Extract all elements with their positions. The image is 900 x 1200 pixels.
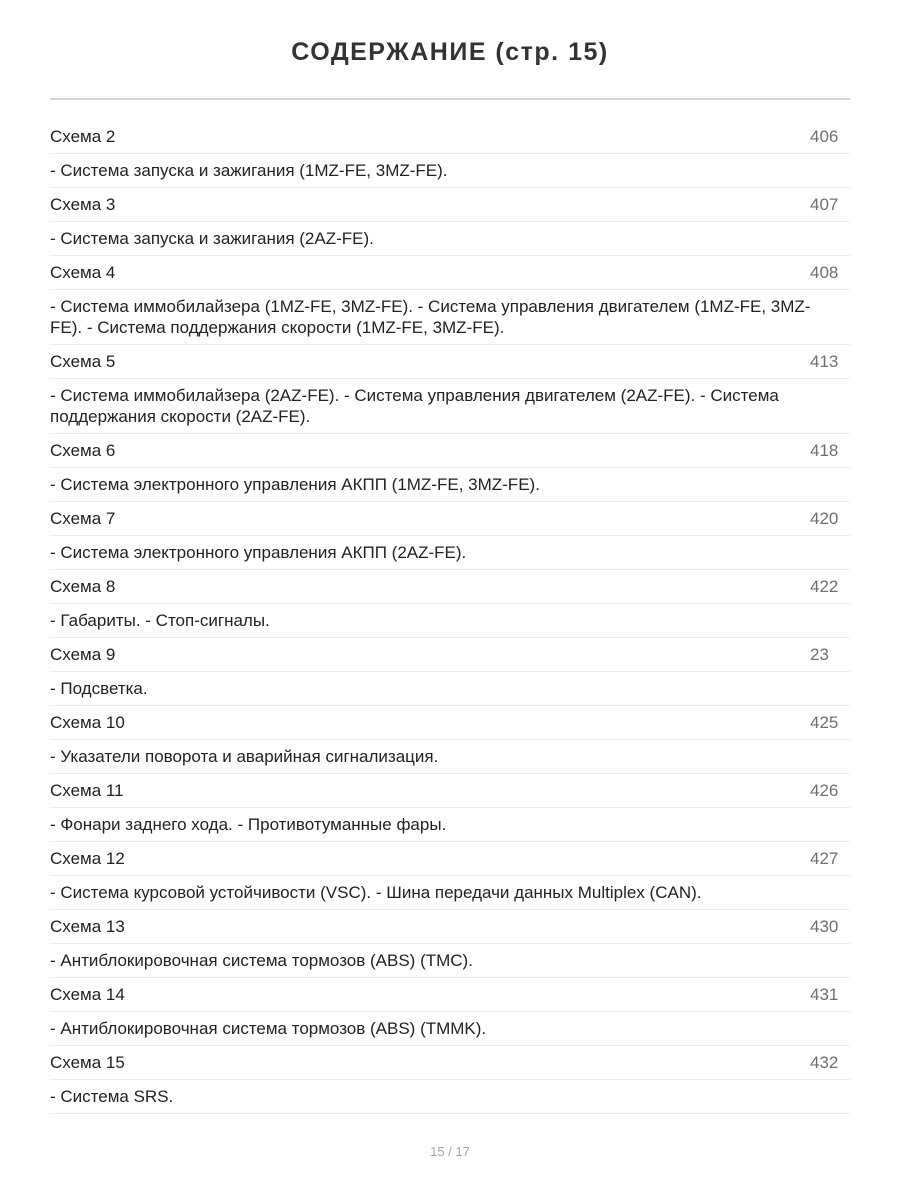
toc-entry-heading <box>50 774 850 808</box>
toc-entry-description: - Антиблокировочная система тормозов (ABS) (TMMK). <box>50 1012 850 1046</box>
toc-entry-page-number: 427 <box>810 849 839 868</box>
toc-entry-label: Схема 10 <box>50 713 125 732</box>
toc-entry-description: - Указатели поворота и аварийная сигнализация. <box>50 740 850 774</box>
toc-entry-label: Схема 3 <box>50 195 116 214</box>
toc-entry-heading <box>50 188 850 222</box>
toc-entry-label: Схема 2 <box>50 127 116 146</box>
toc-entry-label: Схема 13 <box>50 917 125 936</box>
toc-entry-heading <box>50 120 850 154</box>
toc-entry-page-number: 431 <box>810 985 839 1004</box>
toc-entry-label: Схема 5 <box>50 352 116 371</box>
toc-entry-label: Схема 4 <box>50 263 116 282</box>
toc-entry-description: - Система электронного управления АКПП (2AZ-FE). <box>50 536 850 570</box>
toc-entry-label: Схема 7 <box>50 509 116 528</box>
toc-entry-heading <box>50 256 850 290</box>
toc-entry-label: Схема 11 <box>50 781 124 800</box>
toc-entry-page-number: 413 <box>810 352 839 371</box>
toc-entry-heading <box>50 1046 850 1080</box>
toc-entry-page-number: 422 <box>810 577 839 596</box>
toc-entry-heading <box>50 842 850 876</box>
toc-entry-heading <box>50 570 850 604</box>
toc-entry-description: - Система SRS. <box>50 1080 850 1114</box>
toc-entry-description: - Антиблокировочная система тормозов (ABS) (TMC). <box>50 944 850 978</box>
title-divider <box>50 98 850 100</box>
toc-entry-label: Схема 9 <box>50 645 116 664</box>
toc-entry-page-number: 420 <box>810 509 839 528</box>
toc-entry-heading <box>50 910 850 944</box>
toc-entry-page-number: 23 <box>810 645 829 664</box>
toc-entry-description: - Система иммобилайзера (2AZ-FE). - Система управления двигателем (2AZ-FE). - Система поддержания скорости (2AZ-FE). <box>50 379 850 434</box>
toc-list <box>50 120 850 1114</box>
toc-entry-label: Схема 8 <box>50 577 116 596</box>
toc-entry-page-number: 418 <box>810 441 839 460</box>
toc-entry-page-number: 407 <box>810 195 839 214</box>
toc-entry-description: - Система запуска и зажигания (1MZ-FE, 3MZ-FE). <box>50 154 850 188</box>
toc-entry-page-number: 426 <box>810 781 839 800</box>
page-footer-counter: 15 / 17 <box>430 1144 470 1159</box>
toc-entry-page-number: 430 <box>810 917 839 936</box>
toc-entry-description: - Система запуска и зажигания (2AZ-FE). <box>50 222 850 256</box>
toc-entry-heading <box>50 434 850 468</box>
toc-entry-heading <box>50 978 850 1012</box>
toc-entry-heading <box>50 502 850 536</box>
toc-entry-page-number: 406 <box>810 127 839 146</box>
toc-entry-description: - Габариты. - Стоп-сигналы. <box>50 604 850 638</box>
toc-entry-description: - Система электронного управления АКПП (1MZ-FE, 3MZ-FE). <box>50 468 850 502</box>
toc-entry-heading <box>50 706 850 740</box>
toc-entry-page-number: 432 <box>810 1053 839 1072</box>
toc-entry-description: - Фонари заднего хода. - Противотуманные фары. <box>50 808 850 842</box>
toc-entry-description: - Система курсовой устойчивости (VSC). - Шина передачи данных Multiplex (CAN). <box>50 876 850 910</box>
toc-entry-page-number: 408 <box>810 263 839 282</box>
toc-entry-label: Схема 14 <box>50 985 125 1004</box>
toc-entry-label: Схема 15 <box>50 1053 125 1072</box>
toc-entry-label: Схема 12 <box>50 849 125 868</box>
page-title: СОДЕРЖАНИЕ (стр. 15) <box>291 38 609 66</box>
toc-entry-label: Схема 6 <box>50 441 116 460</box>
toc-entry-description: - Подсветка. <box>50 672 850 706</box>
toc-entry-description: - Система иммобилайзера (1MZ-FE, 3MZ-FE). - Система управления двигателем (1MZ-FE, 3MZ-FE). - Система поддержания скорости (1MZ-FE, 3MZ-FE). <box>50 290 850 345</box>
toc-entry-heading <box>50 638 850 672</box>
toc-entry-heading <box>50 345 850 379</box>
toc-entry-page-number: 425 <box>810 713 839 732</box>
